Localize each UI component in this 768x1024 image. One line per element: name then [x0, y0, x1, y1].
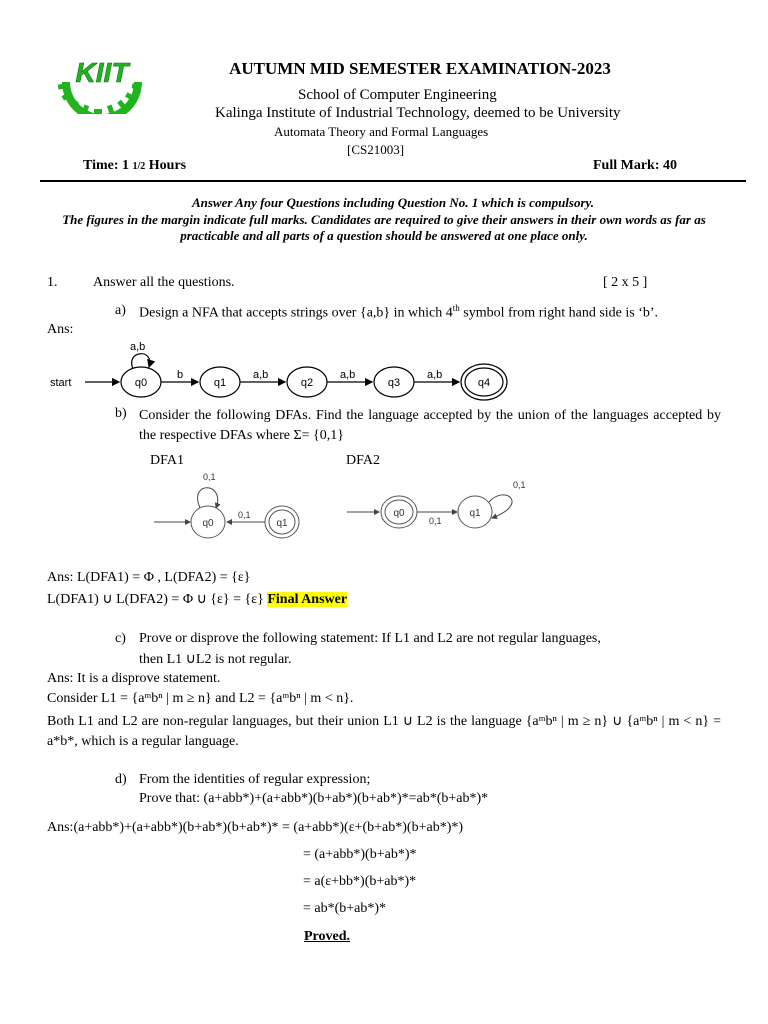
- nfa-state-q0-label: q0: [134, 377, 148, 389]
- dfa1-diagram: [148, 468, 308, 548]
- part-c-answer-1: Ans: It is a disprove statement.: [47, 671, 221, 686]
- nfa-state-q2-label: q2: [300, 377, 314, 389]
- part-d-label: d): [115, 772, 127, 787]
- dfa2-state-q1-label: q1: [469, 508, 481, 519]
- dfa1-loop-q0: [198, 488, 218, 508]
- part-d-answer-2: = (a+abb*)(b+ab*)*: [303, 847, 417, 862]
- school-name: School of Computer Engineering: [298, 87, 497, 103]
- part-b-text: Consider the following DFAs. Find the language accepted by the union of the languages accepted by the respective DFAs where Σ= {0,1}: [139, 408, 721, 443]
- instruction-line-2: The figures in the margin indicate full marks. Candidates are required to give their answers in their own words as far as practicable and all parts of a question should be answered at one place only.: [62, 212, 706, 243]
- dfa1-state-q0-label: q0: [202, 518, 214, 529]
- part-b-label: b): [115, 406, 127, 421]
- nfa-edge-label-1: b: [177, 369, 184, 381]
- answer-label: Ans:: [47, 322, 74, 337]
- part-d-text-1: From the identities of regular expression;: [139, 772, 371, 787]
- instruction-line-1: Answer Any four Questions including Question No. 1 which is compulsory.: [191, 195, 595, 210]
- nfa-edge-label-4: a,b: [427, 369, 443, 381]
- logo-text: KIIT: [75, 57, 129, 88]
- dfa2-loop-label: 0,1: [513, 480, 526, 490]
- dfa1-title: DFA1: [150, 453, 184, 468]
- nfa-edge-label-3: a,b: [340, 369, 356, 381]
- dfa2-title: DFA2: [346, 453, 380, 468]
- nfa-edge-label-2: a,b: [253, 369, 269, 381]
- dfa1-loop-label: 0,1: [203, 472, 216, 482]
- dfa1-edge-label: 0,1: [238, 510, 251, 520]
- part-c-answer-2: Consider L1 = {aᵐbⁿ | m ≥ n} and L2 = {aᵐbⁿ | m < n}.: [47, 691, 354, 706]
- nfa-state-q4-label: q4: [477, 377, 491, 389]
- question-number: 1.: [47, 275, 58, 290]
- course-name: Automata Theory and Formal Languages: [274, 124, 489, 139]
- nfa-state-q3-label: q3: [387, 377, 401, 389]
- full-mark: Full Mark: 40: [593, 158, 677, 173]
- part-c-text-2: then L1 ∪L2 is not regular.: [139, 652, 292, 667]
- final-answer-highlight: Final Answer: [267, 592, 348, 607]
- part-a-label: a): [115, 303, 126, 318]
- proved-label: Proved.: [304, 929, 351, 944]
- part-a-text: Design a NFA that accepts strings over {a,b} in which 4th symbol from right hand side is ‘b’.: [139, 303, 659, 321]
- question-1-marks: [ 2 x 5 ]: [603, 275, 648, 290]
- part-c-label: c): [115, 631, 126, 646]
- part-d-answer-4: = ab*(b+ab*)*: [303, 901, 387, 916]
- part-d-answer-3: = a(ε+bb*)(b+ab*)*: [303, 874, 417, 889]
- dfa2-loop-q1: [489, 495, 512, 518]
- dfa2-diagram: [345, 474, 535, 538]
- nfa-diagram: [45, 336, 515, 402]
- time-allowed: Time: 1 1/2 Hours: [83, 158, 187, 173]
- dfa2-edge-label: 0,1: [429, 516, 442, 526]
- course-code: [CS21003]: [347, 142, 405, 157]
- part-c-text-1: Prove or disprove the following statement: If L1 and L2 are not regular languages,: [139, 631, 601, 646]
- part-c-answer-3: Both L1 and L2 are non-regular languages, but their union L1 ∪ L2 is the language {aᵐbⁿ | m ≥ n} ∪ {aᵐbⁿ | m < n} = a*b*, which is a regular language.: [47, 714, 721, 749]
- dfa1-state-q1-label: q1: [276, 518, 288, 529]
- part-b-answer-1: Ans: L(DFA1) = Φ , L(DFA2) = {ε}: [47, 570, 251, 585]
- part-b-answer-2: L(DFA1) ∪ L(DFA2) = Φ ∪ {ε} = {ε} Final Answer: [47, 592, 348, 607]
- nfa-start-label: start: [50, 377, 72, 389]
- institute-name: Kalinga Institute of Industrial Technology, deemed to be University: [215, 105, 621, 121]
- part-d-text-2: Prove that: (a+abb*)+(a+abb*)(b+ab*)(b+ab*)*=ab*(b+ab*)*: [139, 791, 489, 806]
- dfa2-state-q0-label: q0: [393, 508, 405, 519]
- header-rule: [40, 180, 746, 182]
- nfa-loop-label: a,b: [130, 341, 146, 353]
- nfa-state-q1-label: q1: [213, 377, 227, 389]
- exam-title: AUTUMN MID SEMESTER EXAMINATION-2023: [229, 59, 611, 78]
- question-1-text: Answer all the questions.: [93, 275, 235, 290]
- part-d-answer-1: Ans:(a+abb*)+(a+abb*)(b+ab*)(b+ab*)* = (a+abb*)(ε+(b+ab*)(b+ab*)*): [47, 820, 464, 835]
